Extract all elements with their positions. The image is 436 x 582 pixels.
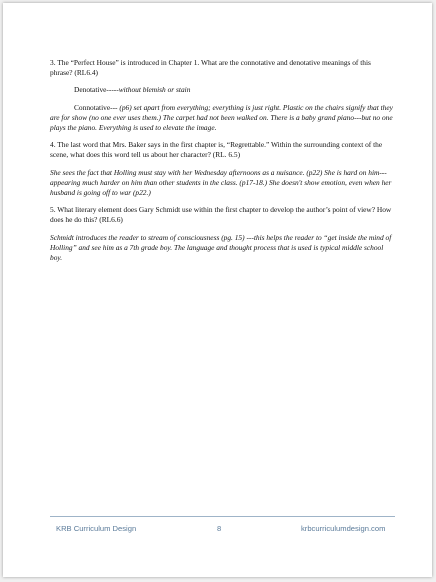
- answer-5: Schmidt introduces the reader to stream of consciousness (pg. 15) ---this helps the reader to “get inside the mind of Holling” and see him as a 7th grade boy. The language and thought process that is used is typical middle school boy.: [50, 232, 392, 263]
- answer-4: She sees the fact that Holling must stay with her Wednesday afternoons as a nuisance. (p22) She is hard on him---appearing much harder on him than other students in the class. (p17-18.) She doesn't show emotion, even when her husband is going off to war (p22.): [50, 167, 392, 198]
- connotative-label: Connotative---: [74, 102, 118, 112]
- question-4: 4. The last word that Mrs. Baker says in the first chapter is, “Regrettable.” Within the surrounding context of the scene, what does this word tell us about her character? (RL. 6.5): [50, 140, 383, 160]
- denotative-label: Denotative-----: [74, 85, 119, 95]
- connotative-answer: [50, 103, 395, 134]
- footer-divider: [50, 516, 395, 517]
- denotative-text: without blemish or stain: [118, 85, 191, 95]
- footer-brand: KRB Curriculum Design: [56, 524, 137, 533]
- page-content: [50, 58, 395, 270]
- connotative-text: (p6) set apart from everything; everything is just right. Plastic on the chairs signify that they are for show (no one ever uses them.) The carpet had not been walked on. There is a baby grand piano---but no one plays the piano. Everything is used to elevate the image.: [50, 102, 393, 133]
- question-5: 5. What literary element does Gary Schmidt use within the first chapter to develop the author’s point of view? How does he do this? (RL6.6): [50, 205, 392, 225]
- footer-page-number: 8: [217, 524, 222, 533]
- footer-website: krbcurriculumdesign.com: [301, 524, 386, 533]
- denotative-answer: [50, 85, 395, 95]
- question-3: 3. The “Perfect House” is introduced in Chapter 1. What are the connotative and denotative meanings of this phrase? (RL6.4): [50, 58, 371, 78]
- document-page: [3, 3, 432, 577]
